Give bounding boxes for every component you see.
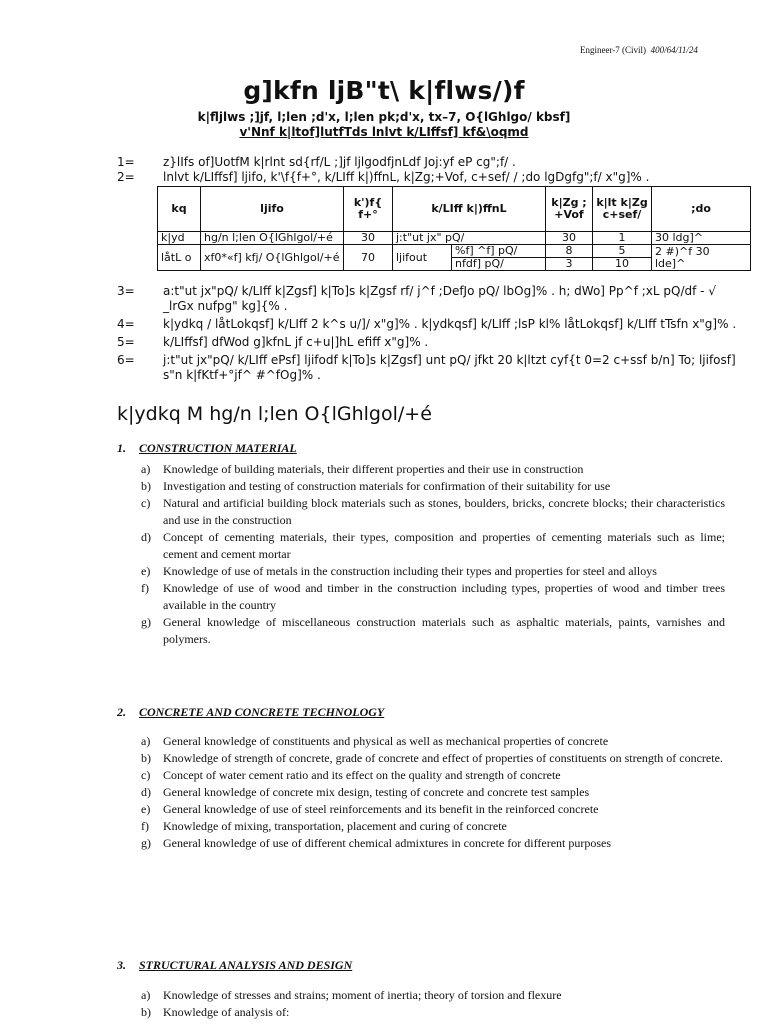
section-title: STRUCTURAL ANALYSIS AND DESIGN — [139, 958, 353, 972]
rule-number: 6= — [117, 353, 135, 367]
item-letter: f) — [141, 581, 149, 595]
section-title: CONSTRUCTION MATERIAL — [139, 441, 297, 455]
rule-number: 3= — [117, 284, 135, 298]
table-cell: ljifout — [393, 245, 452, 271]
table-cell: xf0*«f] kfj/ O{lGhlgol/+é — [201, 245, 344, 271]
exam-table — [157, 186, 751, 271]
item-text: Investigation and testing of construction materials for confirmation of their suitability for use — [163, 479, 611, 493]
column-header: k|Zg ; +Vof — [546, 187, 593, 232]
list-item — [117, 461, 725, 478]
rule-text: a:t"ut jx"pQ/ k/LIff k|Zgsf] k|To]s k|Zgsf rf/ j^f ;DefJo pQ/ lbOg]% . h; dWo] Pp^f ;xL — [163, 284, 660, 298]
rules-list-bottom — [117, 284, 737, 386]
rule-item — [117, 353, 737, 383]
item-letter: c) — [141, 768, 151, 782]
document-title: g]kfn ljB"t\ k|flws/)f — [243, 76, 525, 105]
table-cell: 30 — [546, 232, 593, 245]
table-cell: 70 — [344, 245, 393, 271]
time-line-2: lde]^ — [655, 256, 686, 270]
item-text: General knowledge of miscellaneous construction materials such as asphaltic materials, paints, varnishes and polymers. — [163, 615, 725, 646]
item-text: Natural and artificial building block materials such as stones, boulders, bricks, concrete blocks; their characteristics and use in the construction — [163, 496, 725, 527]
item-text: General knowledge of concrete mix design, testing of concrete and concrete test samples — [163, 785, 590, 799]
section-number: 3. — [117, 958, 126, 972]
syllabus-title: k|ydkq M hg/n l;len O{lGhlgol/+é — [117, 403, 432, 425]
rule-number: 1= — [117, 155, 135, 169]
list-item — [117, 580, 725, 614]
table-row — [158, 245, 751, 258]
list-item — [117, 614, 725, 648]
time-line-1: 2 #)^f 30 — [655, 244, 710, 258]
reference-code: 400/64/11/24 — [650, 45, 698, 55]
table-cell: 1 — [593, 232, 652, 245]
section-number: 1. — [117, 441, 126, 455]
rule-text: k/LIffsf] dfWod g]kfnL jf c+u|]hL efiff x"g]% . — [163, 335, 429, 349]
table-header-row — [158, 187, 751, 232]
list-item — [117, 495, 725, 529]
section-structural-analysis — [117, 957, 725, 1021]
document-subtitle-underlined: v'Nnf k|ltof]lutfTds lnlvt k/LIffsf] kf&\oqmd — [239, 125, 529, 139]
rule-text: z}lIfs of]UotfM k|rlnt sd{rf/L ;]jf ljlgodfjnLdf Joj:yf eP cg";f/ . — [163, 155, 516, 169]
item-letter: a) — [141, 734, 151, 748]
table-cell: 8 — [546, 245, 593, 258]
list-item — [117, 835, 725, 852]
list-item — [117, 767, 725, 784]
table-cell — [652, 245, 751, 271]
item-text: Concept of water cement ratio and its effect on the quality and strength of concrete — [163, 768, 561, 782]
table-cell: j:t"ut jx" pQ/ — [393, 232, 546, 245]
column-header: ;do — [652, 187, 751, 232]
table-row — [158, 232, 751, 245]
column-header: ljifo — [201, 187, 344, 232]
list-item — [117, 750, 725, 767]
item-letter: b) — [141, 751, 151, 765]
section-number: 2. — [117, 705, 126, 719]
document-subtitle: k|fljlws ;]jf, l;len ;d'x, l;len pk;d'x, tx–7, O{lGhlgo/ kbsf] — [197, 110, 571, 124]
item-text: Knowledge of stresses and strains; moment of inertia; theory of torsion and flexure — [163, 988, 562, 1002]
item-letter: a) — [141, 462, 151, 476]
rule-item — [117, 155, 737, 170]
section-heading — [117, 704, 725, 721]
table-cell: nfdf] pQ/ — [452, 258, 546, 271]
table-cell: låtL o — [158, 245, 201, 271]
item-text: Knowledge of mixing, transportation, placement and curing of concrete — [163, 819, 507, 833]
list-item — [117, 801, 725, 818]
item-letter: d) — [141, 530, 151, 544]
list-item — [117, 987, 725, 1004]
item-letter: a) — [141, 988, 151, 1002]
item-letter: d) — [141, 785, 151, 799]
item-text: Knowledge of use of metals in the construction including their types and properties for steel and alloys — [163, 564, 657, 578]
table-cell: 30 — [344, 232, 393, 245]
table-cell: 3 — [546, 258, 593, 271]
table-cell: 5 — [593, 245, 652, 258]
item-letter: f) — [141, 819, 149, 833]
table-cell: 30 ldg]^ — [652, 232, 751, 245]
rules-list-top — [117, 155, 737, 185]
rule-text: j:t"ut jx"pQ/ k/LIff ePsf] ljifodf k|To]s k|Zgsf] unt pQ/ jfkt 20 k|ltzt cyf{t 0=2 c+ssf b/n] To; ljifosf] s"n k|fKtf+°jf^ #^fOg]% . — [163, 353, 736, 382]
reference-label: Engineer-7 (Civil) — [580, 45, 647, 55]
rule-text-continued: pQ/df - √ _lrGx nufpg" kg]{% . — [163, 284, 716, 313]
list-item — [117, 478, 725, 495]
rule-item — [117, 170, 737, 185]
item-text: Knowledge of strength of concrete, grade of concrete and effect of properties of constituents on strength of concrete. — [163, 751, 723, 765]
list-item — [117, 818, 725, 835]
table-cell: 10 — [593, 258, 652, 271]
column-header: k')f{ f+° — [344, 187, 393, 232]
item-text: Knowledge of analysis of: — [163, 1005, 290, 1019]
rule-number: 5= — [117, 335, 135, 349]
rule-item — [117, 317, 737, 332]
section-heading — [117, 957, 725, 974]
item-letter: c) — [141, 496, 151, 510]
section-title: CONCRETE AND CONCRETE TECHNOLOGY — [139, 705, 385, 719]
item-text: Knowledge of use of wood and timber in the construction including types, properties of wood and timber trees available in the country — [163, 581, 725, 612]
item-letter: b) — [141, 1005, 151, 1019]
item-letter: g) — [141, 615, 151, 629]
list-item — [117, 784, 725, 801]
section-items — [117, 733, 725, 852]
column-header: kq — [158, 187, 201, 232]
list-item — [117, 733, 725, 750]
column-header: k/LIff k|)ffnL — [393, 187, 546, 232]
table-cell: hg/n l;len O{lGhlgol/+é — [201, 232, 344, 245]
item-text: Knowledge of building materials, their different properties and their use in construction — [163, 462, 584, 476]
list-item — [117, 529, 725, 563]
section-items — [117, 461, 725, 648]
document-reference — [580, 45, 698, 55]
item-letter: g) — [141, 836, 151, 850]
item-text: General knowledge of use of different chemical admixtures in concrete for different purposes — [163, 836, 612, 850]
rule-item — [117, 284, 737, 314]
table-cell: k|yd — [158, 232, 201, 245]
item-text: Concept of cementing materials, their types, composition and properties of cementing materials such as lime; cement and cement mortar — [163, 530, 725, 561]
column-header: k|lt k|Zg c+sef/ — [593, 187, 652, 232]
item-letter: b) — [141, 479, 151, 493]
rule-item — [117, 335, 737, 350]
rule-number: 4= — [117, 317, 135, 331]
item-text: General knowledge of use of steel reinforcements and its benefit in the reinforced concrete — [163, 802, 599, 816]
rule-number: 2= — [117, 170, 135, 184]
item-letter: e) — [141, 802, 151, 816]
list-item — [117, 563, 725, 580]
section-concrete-technology — [117, 704, 725, 852]
table-cell: %f] ^f] pQ/ — [452, 245, 546, 258]
section-heading — [117, 440, 725, 457]
section-construction-material — [117, 440, 725, 648]
rule-text: lnlvt k/LIffsf] ljifo, k'\f{f+°, k/LIff k|)ffnL, k|Zg;+Vof, c+sef/ / ;do lgDgfg";f/ x"g]% . — [163, 170, 650, 184]
item-text: General knowledge of constituents and physical as well as mechanical properties of concrete — [163, 734, 609, 748]
item-letter: e) — [141, 564, 151, 578]
rule-text: k|ydkq / låtLokqsf] k/LIff 2 k^s u/]/ x"g]% . k|ydkqsf] k/LIff ;lsP kl% låtLokqsf] k/LIff tTsfn x"g]% . — [163, 317, 737, 331]
section-items — [117, 987, 725, 1021]
list-item — [117, 1004, 725, 1021]
